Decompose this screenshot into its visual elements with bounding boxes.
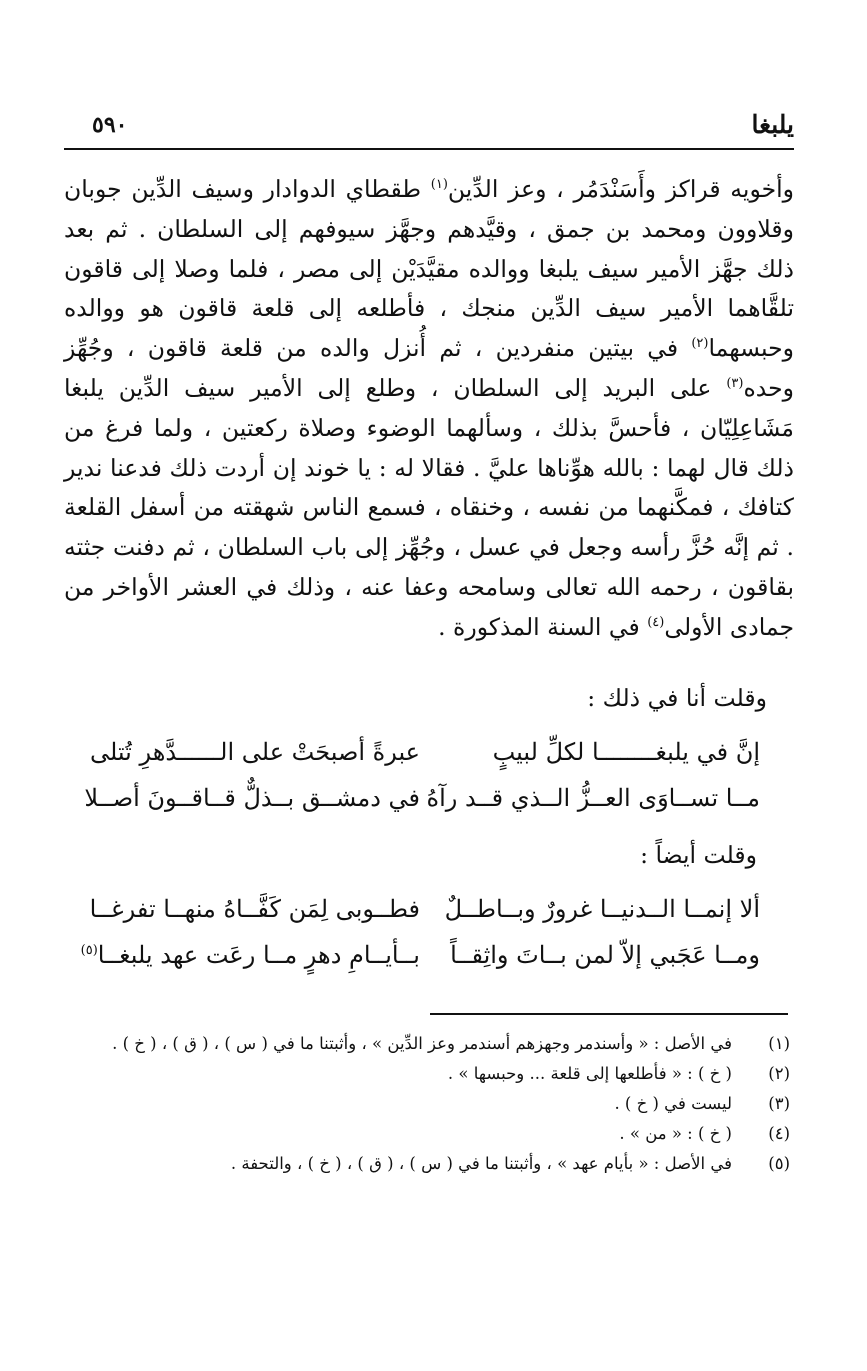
poem-verse — [84, 784, 760, 830]
footnote — [110, 1154, 790, 1184]
footnote-number: (٤) — [768, 1124, 790, 1143]
verse-first-hemistich: ومــا عَجَبي إلاّ لمن بــاتَ واثِقــاً — [450, 941, 760, 969]
poem-verse — [90, 738, 760, 784]
footnote-number: (٥) — [768, 1154, 790, 1173]
footnote — [110, 1064, 790, 1094]
verse-second-hemistich: فطــوبى لِمَن كَفَّــاهُ منهــا تفرغــا — [89, 895, 420, 923]
paragraph-text: في السنة المذكورة . — [438, 612, 648, 641]
footnotes — [110, 1034, 790, 1184]
poem-intro: وقلت أنا في ذلك : — [587, 684, 767, 712]
page-number: ٥٩٠ — [92, 112, 128, 138]
paragraph-text: وأخويه قراكز وأَسَنْدَمُر ، وعز الدِّين — [447, 175, 794, 203]
verse-first-hemistich: إنَّ في يلبغــــــــا لكلِّ لبيبٍ — [492, 738, 760, 766]
footnote-ref-3: (٣) — [726, 376, 744, 392]
paragraph-text: على البريد إلى السلطان ، وطلع إلى الأمير سيف الدِّين يلبغا مَشَاعِلِيّان ، فأحسَّ بذلك ، وسألهما الوضوء وصلاة ركعتين ، ولما فرغ من ذلك قال لهما : بالله هوِّناها عليَّ . فقالا له : يا خوند إن أردت ذلك فدعنا ندير كتافك ، فمكَّنهما من نفسه ، وخنقاه ، فسمع الناس شهقته من أسفل القلعة . ثم إنَّه حُزَّ رأسه وجعل في عسل ، وجُهِّز إلى باب السلطان ، ثم دفنت جثته بقاقون ، رحمه الله تعالى وسامحه وعفا عنه ، وذلك في العشر الأواخر من جمادى الأولى — [64, 373, 794, 641]
footnote-text: ( خ ) : « فأطلعها إلى قلعة ... وحبسها » . — [447, 1064, 732, 1083]
verse-second-hemistich: في دمشــق بــذلٌّ قــاقــونَ أصــلا — [84, 784, 420, 812]
verse-second-hemistich: عبرةً أصبحَتْ على الــــــدَّهرِ تُتلى — [89, 738, 420, 766]
poem-verse — [80, 941, 760, 987]
footnote — [110, 1034, 790, 1064]
footnote-ref-1: (١) — [430, 177, 448, 193]
footnote-text: في الأصل : « وأسندمر وجهزهم أسندمر وعز الدِّين » ، وأثبتنا ما في ( س ) ، ( ق ) ، ( خ ) . — [112, 1034, 732, 1053]
paragraph-text: طقطاي الدوادار وسيف الدِّين جوبان وقلاوون ومحمد بن جمق ، وقيَّدهم وجهَّز سيوفهم إلى السلطان . ثم بعد ذلك جهَّز الأمير سيف يلبغا ووالده مقيَّدَيْن إلى مصر ، فلما وصلا إلى قاقون تلقَّاهما الأمير سيف الدِّين منجك ، فأطلعه إلى قلعة قاقون هو ووالده وحبسهما — [64, 175, 794, 363]
footnote-number: (٢) — [768, 1064, 790, 1083]
hemistich-text: بــأيــامِ دهرٍ مــا رعَت عهد يلبغــا — [97, 941, 420, 969]
footnote — [110, 1094, 790, 1124]
footnote-text: ( خ ) : « من » . — [619, 1124, 732, 1143]
footnote-ref-2: (٢) — [691, 336, 709, 352]
verse-first-hemistich: مــا تســاوَى العــزُّ الــذي قــد رآهُ — [426, 784, 760, 812]
poem-verse — [90, 895, 760, 941]
footnote-text: ليست في ( خ ) . — [614, 1094, 732, 1113]
poem — [80, 895, 760, 987]
footnote-number: (١) — [768, 1034, 790, 1053]
footnote-ref-4: (٤) — [647, 614, 665, 630]
paragraph-text: في بيتين منفردين ، ثم أُنزل والده من قلعة قاقون ، وجُهِّز وحده — [64, 334, 794, 402]
page-header — [64, 108, 794, 148]
footnote-number: (٣) — [768, 1094, 790, 1113]
footnote-text: في الأصل : « بأيام عهد » ، وأثبتنا ما في ( س ) ، ( ق ) ، ( خ ) ، والتحفة . — [230, 1154, 732, 1173]
running-title: يلبغا — [751, 110, 794, 139]
main-paragraph — [64, 170, 794, 648]
footnote — [110, 1124, 790, 1154]
verse-first-hemistich: ألا إنمــا الــدنيــا غرورٌ وبــاطــلٌ — [444, 895, 760, 923]
poem-intro: وقلت أيضاً : — [640, 841, 757, 869]
footnote-rule — [430, 1013, 788, 1015]
header-rule — [64, 148, 794, 150]
poem — [84, 738, 760, 830]
footnote-ref-5: (٥) — [80, 943, 98, 958]
verse-second-hemistich — [80, 941, 420, 969]
